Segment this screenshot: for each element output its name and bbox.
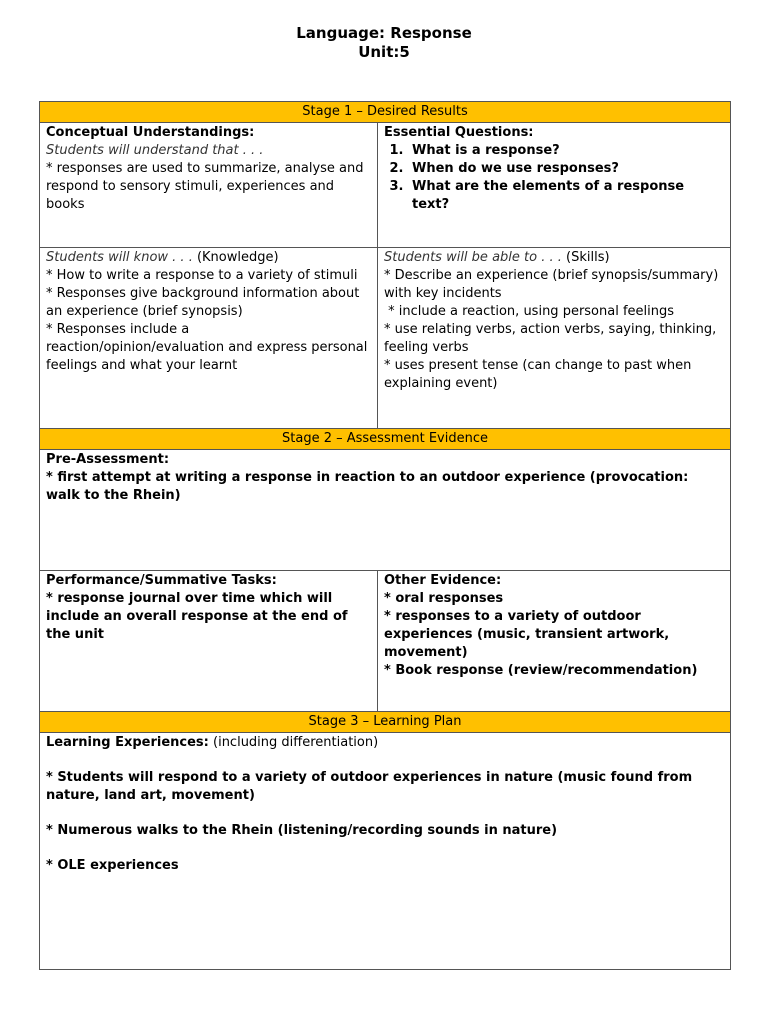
document-title (0, 24, 768, 62)
understand-intro: Students will understand that . . . (46, 143, 264, 158)
skills-heading (384, 249, 724, 267)
pre-assessment-label: Pre-Assessment: (46, 452, 170, 467)
performance-tasks-cell (40, 571, 378, 712)
other-evidence-point: * oral responses (384, 591, 504, 606)
learning-experience-item: * OLE experiences (46, 858, 179, 873)
essential-question: 3. What are the elements of a response text? (408, 178, 724, 214)
title-line-2: Unit:5 (358, 43, 410, 61)
other-evidence-point: * responses to a variety of outdoor experiences (music, transient artwork, movement) (384, 609, 670, 660)
title-line-1: Language: Response (296, 24, 472, 42)
essential-question: 1. What is a response? (408, 142, 724, 160)
knowledge-tag: (Knowledge) (192, 250, 279, 265)
skills-point: * uses present tense (can change to past when explaining event) (384, 358, 692, 391)
learning-experience-item: * Students will respond to a variety of outdoor experiences in nature (music found from nature, land art, movement) (46, 770, 693, 803)
knowledge-intro: Students will know . . . (46, 250, 193, 265)
skills-point: * Describe an experience (brief synopsis/summary) with key incidents (384, 268, 719, 301)
other-evidence-point: * Book response (review/recommendation) (384, 663, 698, 678)
other-evidence-cell (378, 571, 731, 712)
knowledge-point: * Responses include a reaction/opinion/evaluation and express personal feelings and what your learnt (46, 322, 368, 373)
stage-3-heading: Stage 3 – Learning Plan (40, 712, 731, 733)
knowledge-cell (40, 248, 378, 429)
conceptual-understandings-cell (40, 123, 378, 248)
knowledge-heading (46, 249, 371, 267)
essential-questions-label: Essential Questions: (384, 125, 534, 140)
skills-point: * use relating verbs, action verbs, saying, thinking, feeling verbs (384, 322, 717, 355)
other-evidence-label: Other Evidence: (384, 573, 502, 588)
essential-question: 2. When do we use responses? (408, 160, 724, 178)
essential-questions-list (384, 142, 724, 214)
knowledge-point: * How to write a response to a variety of stimuli (46, 268, 358, 283)
learning-experience-item: * Numerous walks to the Rhein (listening/recording sounds in nature) (46, 823, 558, 838)
learning-experiences-cell (40, 733, 731, 970)
stage-1-heading: Stage 1 – Desired Results (40, 102, 731, 123)
unit-plan-table (39, 101, 731, 970)
understanding-point: * responses are used to summarize, analyse and respond to sensory stimuli, experiences and books (46, 161, 364, 212)
pre-assessment-text: * first attempt at writing a response in reaction to an outdoor experience (provocation: walk to the Rhein) (46, 470, 689, 503)
pre-assessment-cell (40, 450, 731, 571)
stage-2-heading: Stage 2 – Assessment Evidence (40, 429, 731, 450)
performance-tasks-text: * response journal over time which will include an overall response at the end of the unit (46, 591, 348, 642)
skills-cell (378, 248, 731, 429)
skills-intro: Students will be able to . . . (384, 250, 562, 265)
learning-experiences-label: Learning Experiences: (46, 735, 209, 750)
knowledge-point: * Responses give background information about an experience (brief synopsis) (46, 286, 360, 319)
conceptual-understandings-label: Conceptual Understandings: (46, 125, 255, 140)
learning-experiences-heading (46, 734, 724, 752)
essential-questions-cell (378, 123, 731, 248)
learning-experiences-note: (including differentiation) (208, 735, 379, 750)
skills-tag: (Skills) (561, 250, 610, 265)
performance-tasks-label: Performance/Summative Tasks: (46, 573, 277, 588)
skills-point: * include a reaction, using personal feelings (384, 304, 675, 319)
